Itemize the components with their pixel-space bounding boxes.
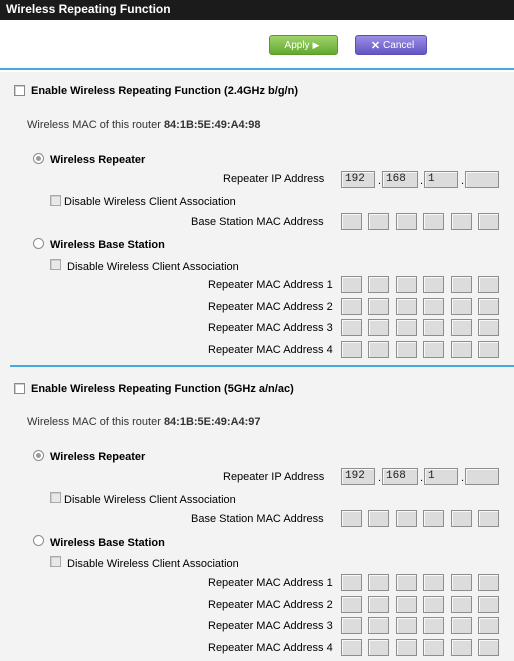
repeater-mac-24-4-field-5[interactable]: [451, 341, 472, 358]
disable-client-assoc-5-checkbox[interactable]: [50, 492, 61, 503]
repeater-mac-24-1-field-2[interactable]: [368, 276, 389, 293]
wireless-repeater-5-radio[interactable]: [33, 450, 44, 461]
base-mac-5-field-5[interactable]: [451, 510, 472, 527]
disable-client-assoc-24b-label: Disable Wireless Client Association: [67, 261, 239, 273]
repeater-mac-24-2-field-4[interactable]: [423, 298, 444, 315]
repeater-mac-24-1-field-4[interactable]: [423, 276, 444, 293]
ip-dot: .: [461, 472, 465, 484]
repeater-mac-24-1-field-3[interactable]: [396, 276, 417, 293]
repeater-mac-24-4-field-1[interactable]: [341, 341, 362, 358]
base-mac-24-field-3[interactable]: [396, 213, 417, 230]
wireless-base-station-5-label: Wireless Base Station: [50, 537, 165, 549]
repeater-mac-24-3-field-5[interactable]: [451, 319, 472, 336]
base-mac-5-field-2[interactable]: [368, 510, 389, 527]
repeater-mac-5-1-field-2[interactable]: [368, 574, 389, 591]
section-divider: [10, 365, 514, 367]
repeater-mac-24-4-field-2[interactable]: [368, 341, 389, 358]
repeater-mac-24-4-field-3[interactable]: [396, 341, 417, 358]
page-title: Wireless Repeating Function: [0, 0, 514, 20]
cancel-button[interactable]: [355, 35, 427, 55]
router-mac-value: 84:1B:5E:49:A4:98: [163, 119, 261, 131]
settings-panel: [0, 72, 514, 661]
repeater-ip-24-octet-3[interactable]: 1: [424, 171, 458, 188]
ip-dot: .: [378, 175, 382, 187]
repeater-mac-24-3-field-6[interactable]: [478, 319, 499, 336]
repeater-mac-5-label-3: Repeater MAC Address 3: [208, 620, 333, 632]
repeater-mac-5-3-field-5[interactable]: [451, 617, 472, 634]
repeater-ip-5-octet-4[interactable]: [465, 468, 499, 485]
wireless-repeater-24-radio[interactable]: [33, 153, 44, 164]
disable-client-assoc-5b-label: Disable Wireless Client Association: [67, 558, 239, 570]
repeater-mac-5-3-field-6[interactable]: [478, 617, 499, 634]
disable-client-assoc-24-label: Disable Wireless Client Association: [64, 196, 236, 208]
x-icon: ✕: [370, 39, 381, 52]
enable-repeating-5-checkbox[interactable]: [14, 383, 25, 394]
repeater-mac-5-2-field-5[interactable]: [451, 596, 472, 613]
repeater-mac-5-2-field-6[interactable]: [478, 596, 499, 613]
enable-repeating-24-checkbox[interactable]: [14, 85, 25, 96]
repeater-ip-24-octet-4[interactable]: [465, 171, 499, 188]
repeater-mac-5-1-field-3[interactable]: [396, 574, 417, 591]
repeater-mac-5-label-2: Repeater MAC Address 2: [208, 599, 333, 611]
disable-client-assoc-24b-checkbox[interactable]: [50, 259, 61, 270]
disable-client-assoc-24-checkbox[interactable]: [50, 195, 61, 206]
repeater-ip-24-label: Repeater IP Address: [223, 173, 325, 185]
repeater-mac-24-2-field-3[interactable]: [396, 298, 417, 315]
base-station-mac-5-label: Base Station MAC Address: [191, 513, 324, 525]
repeater-ip-5-octet-2[interactable]: 168: [382, 468, 418, 485]
apply-label: Apply: [284, 39, 310, 51]
repeater-mac-24-3-field-3[interactable]: [396, 319, 417, 336]
repeater-mac-24-2-field-5[interactable]: [451, 298, 472, 315]
ip-dot: .: [378, 472, 382, 484]
ip-dot: .: [420, 175, 424, 187]
base-mac-5-field-1[interactable]: [341, 510, 362, 527]
repeater-mac-24-2-field-1[interactable]: [341, 298, 362, 315]
enable-repeating-5-label: Enable Wireless Repeating Function (5GHz a/n/ac): [31, 383, 294, 395]
repeater-mac-24-3-field-4[interactable]: [423, 319, 444, 336]
repeater-mac-24-label-2: Repeater MAC Address 2: [208, 301, 333, 313]
repeater-ip-5-octet-1[interactable]: 192: [341, 468, 375, 485]
repeater-ip-5-label: Repeater IP Address: [223, 471, 325, 483]
cancel-label: Cancel: [383, 39, 415, 51]
repeater-mac-5-4-field-2[interactable]: [368, 639, 389, 656]
repeater-ip-24-octet-2[interactable]: 168: [382, 171, 418, 188]
base-mac-5-field-3[interactable]: [396, 510, 417, 527]
repeater-ip-5-octet-3[interactable]: 1: [424, 468, 458, 485]
repeater-mac-5-3-field-1[interactable]: [341, 617, 362, 634]
repeater-mac-5-4-field-6[interactable]: [478, 639, 499, 656]
repeater-mac-24-1-field-1[interactable]: [341, 276, 362, 293]
wireless-base-station-24-label: Wireless Base Station: [50, 239, 165, 251]
base-mac-24-field-2[interactable]: [368, 213, 389, 230]
wireless-repeater-5-label: Wireless Repeater: [50, 451, 146, 463]
router-mac-label: Wireless MAC of this router: [27, 119, 161, 131]
repeater-mac-24-1-field-6[interactable]: [478, 276, 499, 293]
disable-client-assoc-5-label: Disable Wireless Client Association: [64, 494, 236, 506]
repeater-mac-24-2-field-6[interactable]: [478, 298, 499, 315]
repeater-mac-5-3-field-2[interactable]: [368, 617, 389, 634]
repeater-mac-24-label-3: Repeater MAC Address 3: [208, 322, 333, 334]
base-mac-5-field-4[interactable]: [423, 510, 444, 527]
router-mac-24-label: [27, 119, 261, 131]
repeater-mac-5-2-field-4[interactable]: [423, 596, 444, 613]
ip-dot: .: [420, 472, 424, 484]
repeater-mac-5-label-1: Repeater MAC Address 1: [208, 577, 333, 589]
repeater-mac-5-4-field-5[interactable]: [451, 639, 472, 656]
wireless-repeater-24-label: Wireless Repeater: [50, 154, 146, 166]
repeater-mac-24-1-field-5[interactable]: [451, 276, 472, 293]
repeater-mac-24-4-field-4[interactable]: [423, 341, 444, 358]
action-bar: [0, 20, 514, 70]
repeater-mac-5-4-field-3[interactable]: [396, 639, 417, 656]
router-mac-value: 84:1B:5E:49:A4:97: [163, 416, 261, 428]
repeater-ip-24-octet-1[interactable]: 192: [341, 171, 375, 188]
router-mac-5-label: [27, 416, 261, 428]
repeater-mac-5-1-field-5[interactable]: [451, 574, 472, 591]
disable-client-assoc-5b-checkbox[interactable]: [50, 556, 61, 567]
base-mac-24-field-1[interactable]: [341, 213, 362, 230]
repeater-mac-5-2-field-1[interactable]: [341, 596, 362, 613]
repeater-mac-5-4-field-1[interactable]: [341, 639, 362, 656]
repeater-mac-5-3-field-4[interactable]: [423, 617, 444, 634]
repeater-mac-24-3-field-2[interactable]: [368, 319, 389, 336]
arrow-right-icon: ▶: [312, 39, 320, 50]
apply-button[interactable]: [269, 35, 338, 55]
repeater-mac-5-2-field-2[interactable]: [368, 596, 389, 613]
wireless-base-station-24-radio[interactable]: [33, 238, 44, 249]
repeater-mac-5-label-4: Repeater MAC Address 4: [208, 642, 333, 654]
base-mac-24-field-5[interactable]: [451, 213, 472, 230]
repeater-mac-5-1-field-4[interactable]: [423, 574, 444, 591]
repeater-mac-5-2-field-3[interactable]: [396, 596, 417, 613]
repeater-mac-24-label-1: Repeater MAC Address 1: [208, 279, 333, 291]
repeater-mac-5-3-field-3[interactable]: [396, 617, 417, 634]
repeater-mac-5-4-field-4[interactable]: [423, 639, 444, 656]
wireless-base-station-5-radio[interactable]: [33, 535, 44, 546]
base-mac-24-field-4[interactable]: [423, 213, 444, 230]
base-mac-24-field-6[interactable]: [478, 213, 499, 230]
base-station-mac-24-label: Base Station MAC Address: [191, 216, 324, 228]
repeater-mac-24-3-field-1[interactable]: [341, 319, 362, 336]
repeater-mac-24-2-field-2[interactable]: [368, 298, 389, 315]
repeater-mac-5-1-field-1[interactable]: [341, 574, 362, 591]
enable-repeating-24-label: Enable Wireless Repeating Function (2.4GHz b/g/n): [31, 85, 298, 97]
repeater-mac-24-4-field-6[interactable]: [478, 341, 499, 358]
router-mac-label: Wireless MAC of this router: [27, 416, 161, 428]
base-mac-5-field-6[interactable]: [478, 510, 499, 527]
repeater-mac-24-label-4: Repeater MAC Address 4: [208, 344, 333, 356]
ip-dot: .: [461, 175, 465, 187]
repeater-mac-5-1-field-6[interactable]: [478, 574, 499, 591]
